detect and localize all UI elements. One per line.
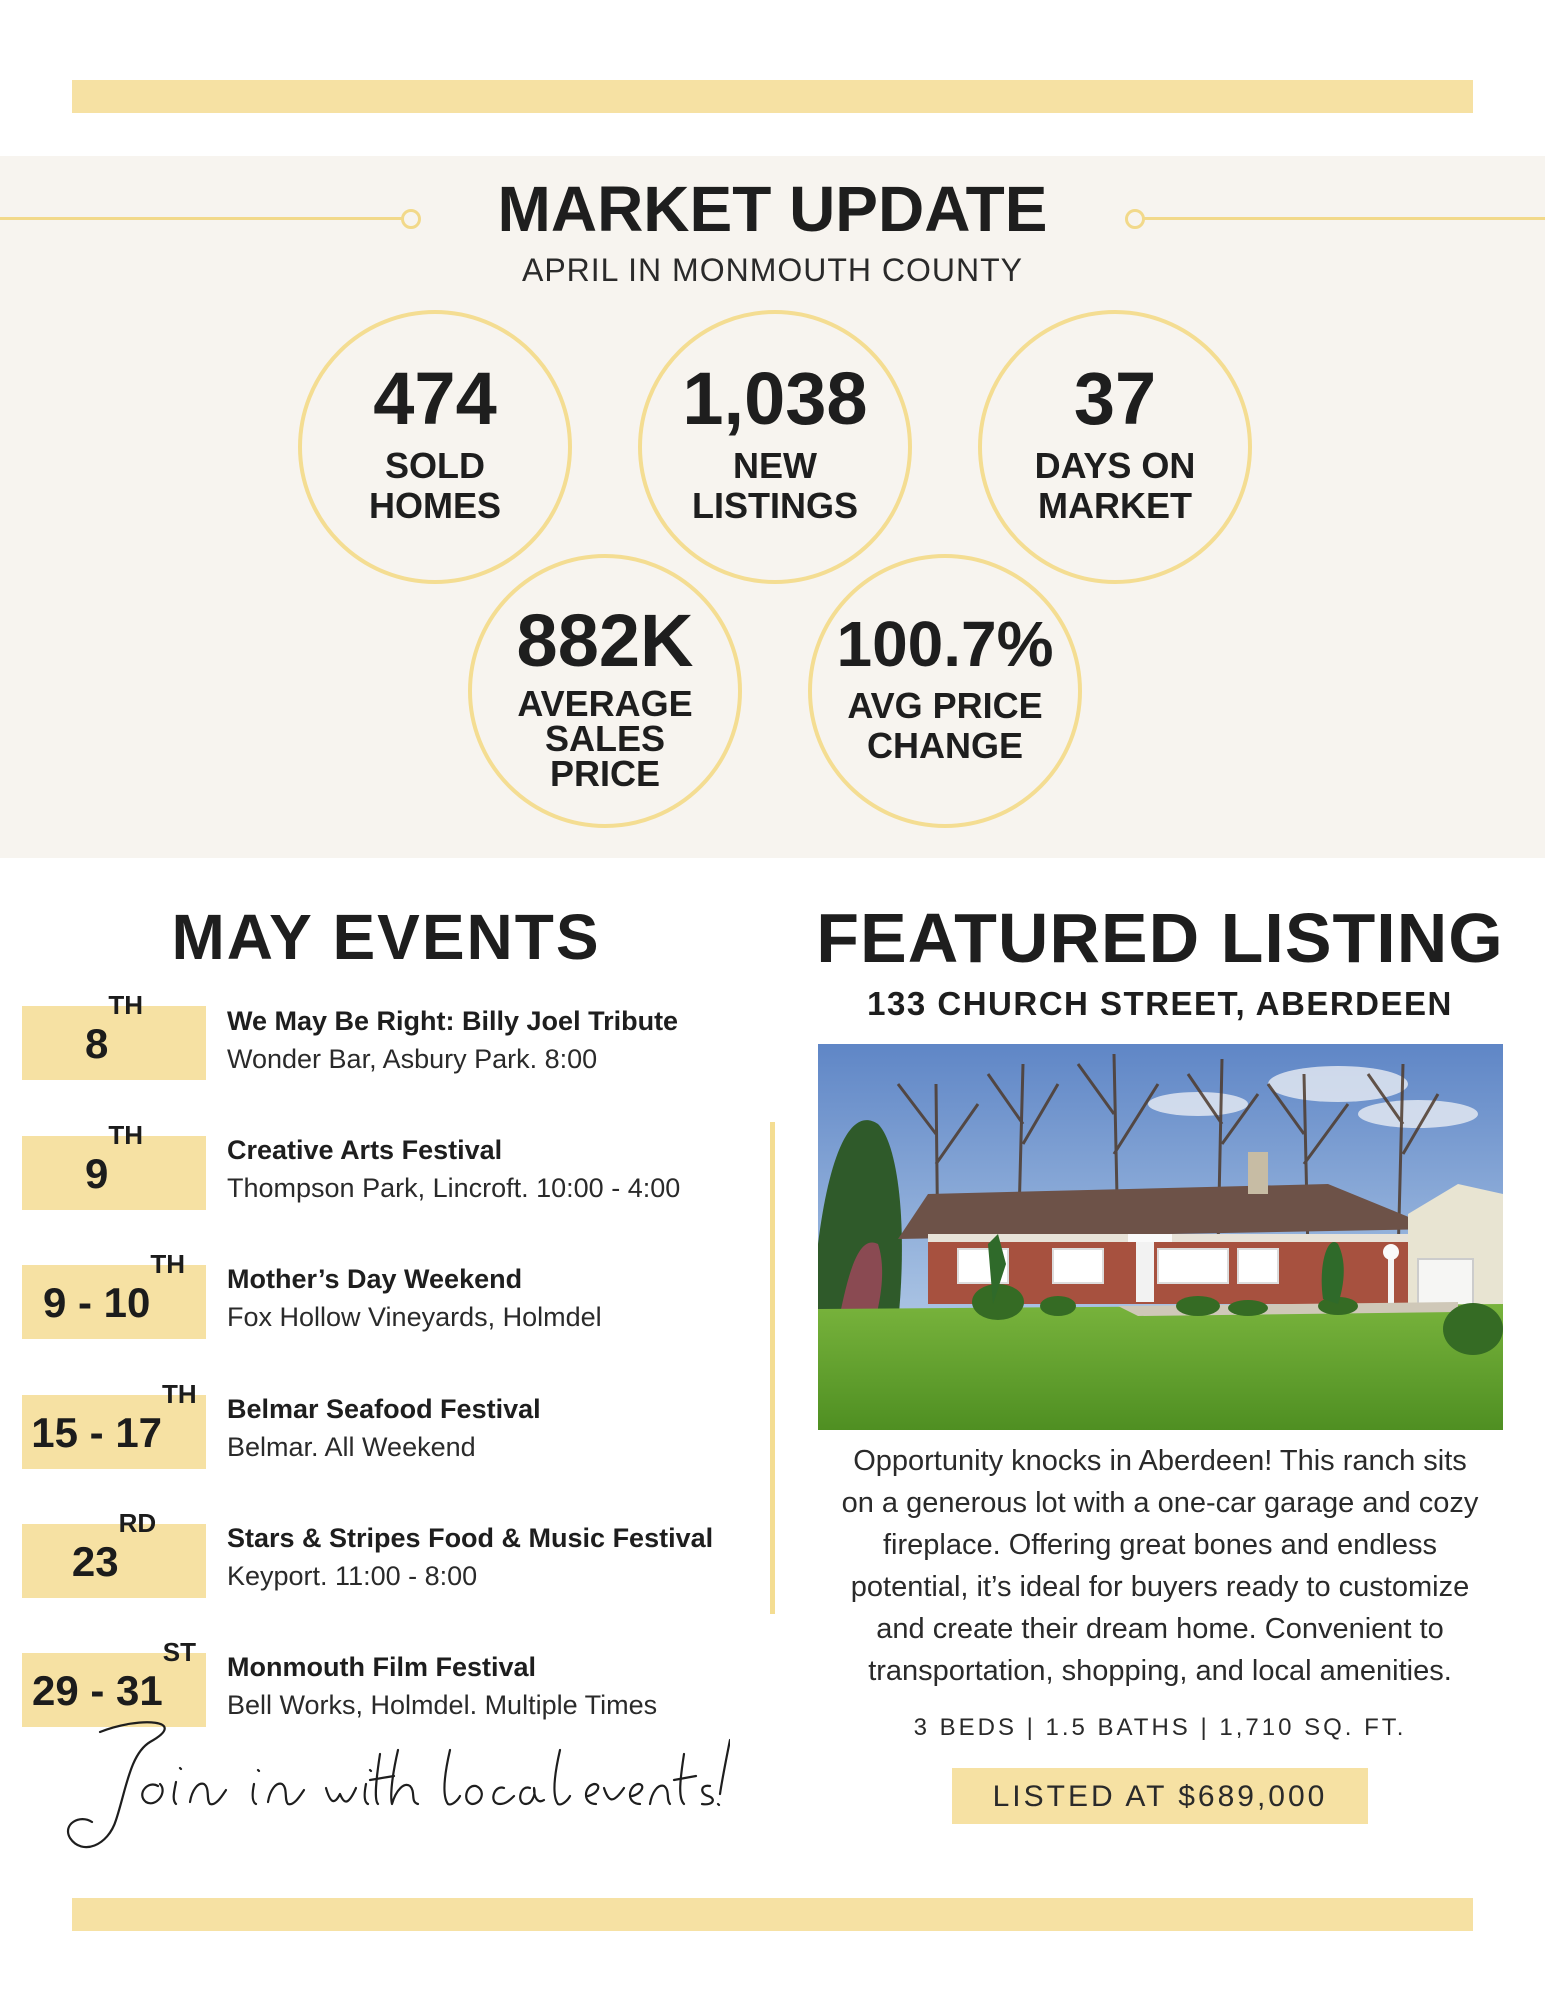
event-name: We May Be Right: Billy Joel Tribute (227, 1006, 679, 1036)
stat-value: 1,038 (682, 357, 868, 440)
top-accent-bar (72, 80, 1473, 113)
stat-value: 474 (373, 357, 497, 440)
listing-description: Opportunity knocks in Aberdeen! This ranch sits on a generous lot with a one-car garage and cozy fireplace. Offering great bones and endless potential, it’s ideal for buyers ready to customize and create their dream home. Convenient to transportation, shopping, and local amenities. (841, 1445, 1479, 1687)
stat-label: NEW LISTINGS (691, 445, 858, 526)
listing-price-badge: LISTED AT $689,000 (952, 1768, 1368, 1824)
event-name: Monmouth Film Festival (227, 1652, 537, 1682)
stat-label: AVG PRICE CHANGE (847, 685, 1043, 766)
event-place: Wonder Bar, Asbury Park. 8:00 (227, 1044, 598, 1074)
stat-sold-homes (298, 310, 572, 584)
stat-label: DAYS ON MARKET (1034, 445, 1196, 526)
stat-value: 882K (516, 599, 694, 682)
event-date: 9TH (22, 1136, 206, 1210)
event-name: Creative Arts Festival (227, 1135, 503, 1165)
stat-days-on-market (978, 310, 1252, 584)
column-divider (770, 1122, 775, 1614)
stat-value: 100.7% (836, 608, 1054, 680)
event-date: 9 - 10TH (22, 1265, 206, 1339)
event-place: Keyport. 11:00 - 8:00 (227, 1561, 478, 1591)
events-title: MAY EVENTS (171, 901, 601, 973)
event-name: Stars & Stripes Food & Music Festival (227, 1523, 714, 1553)
event-date: 23RD (22, 1524, 206, 1598)
market-update-title: MARKET UPDATE (497, 173, 1048, 245)
listing-specs: 3 BEDS | 1.5 BATHS | 1,710 SQ. FT. (913, 1714, 1407, 1741)
featured-listing-title: FEATURED LISTING (816, 899, 1504, 977)
event-name: Mother’s Day Weekend (227, 1264, 523, 1294)
event-place: Fox Hollow Vineyards, Holmdel (227, 1302, 602, 1332)
event-place: Belmar. All Weekend (227, 1432, 476, 1462)
listing-address: 133 CHURCH STREET, ABERDEEN (867, 985, 1453, 1022)
event-place: Thompson Park, Lincroft. 10:00 - 4:00 (227, 1173, 681, 1203)
event-name: Belmar Seafood Festival (227, 1394, 541, 1424)
stat-avg-price-change (808, 554, 1082, 828)
event-date: 15 - 17TH (22, 1395, 206, 1469)
listing-photo (818, 1044, 1503, 1430)
event-place: Bell Works, Holmdel. Multiple Times (227, 1690, 658, 1720)
market-update-subtitle: APRIL IN MONMOUTH COUNTY (521, 252, 1024, 288)
event-date: 8TH (22, 1006, 206, 1080)
stat-average-sales-price (468, 554, 742, 828)
stat-label: AVERAGE SALES PRICE (517, 683, 693, 794)
event-date: 29 - 31ST (22, 1653, 206, 1727)
stat-new-listings (638, 310, 912, 584)
stat-label: SOLD HOMES (368, 445, 501, 526)
join-local-events-signature (30, 1710, 730, 1860)
bottom-accent-bar (72, 1898, 1473, 1931)
stat-value: 37 (1073, 357, 1157, 440)
